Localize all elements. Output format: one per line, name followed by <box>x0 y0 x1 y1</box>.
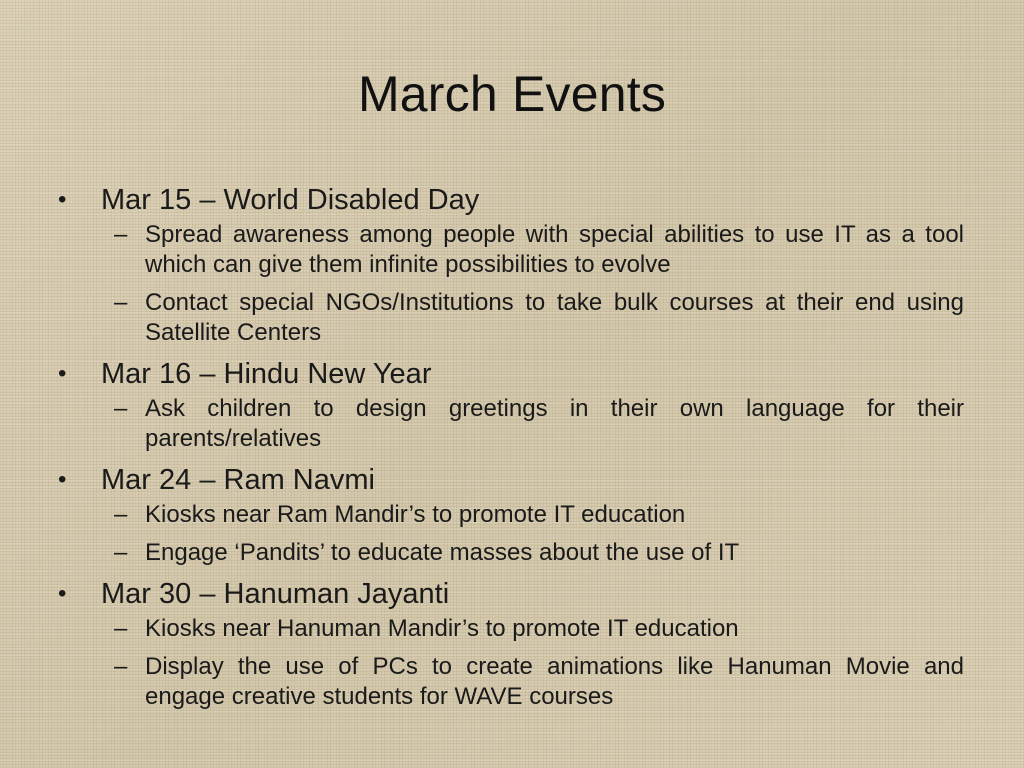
event-point <box>58 652 964 712</box>
event-point-text: Display the use of PCs to create animations like Hanuman Movie and engage creative students for WAVE courses <box>145 653 964 710</box>
dash-icon: – <box>114 501 128 528</box>
dash-icon: – <box>114 221 128 248</box>
event-heading <box>58 182 964 218</box>
event-heading-text: Mar 16 – Hindu New Year <box>101 358 432 390</box>
event-point <box>58 394 964 454</box>
event-point-text: Ask children to design greetings in their own language for their parents/relatives <box>145 395 964 452</box>
dash-icon: – <box>114 395 128 422</box>
event-heading <box>58 462 964 498</box>
dash-icon: – <box>114 539 128 566</box>
dash-icon: – <box>114 615 128 642</box>
event-heading <box>58 356 964 392</box>
bullet-icon: • <box>58 466 67 493</box>
event-point-text: Kiosks near Hanuman Mandir’s to promote IT education <box>145 615 739 642</box>
event-point-text: Kiosks near Ram Mandir’s to promote IT education <box>145 501 686 528</box>
event-heading <box>58 576 964 612</box>
event-point <box>58 500 964 530</box>
event-point <box>58 288 964 348</box>
bullet-icon: • <box>58 580 67 607</box>
event-point <box>58 220 964 280</box>
slide-title: March Events <box>357 66 667 122</box>
event-point <box>58 614 964 644</box>
dash-icon: – <box>114 653 128 680</box>
event-heading-text: Mar 24 – Ram Navmi <box>101 464 375 496</box>
bullet-icon: • <box>58 186 67 213</box>
dash-icon: – <box>114 289 128 316</box>
event-heading-text: Mar 15 – World Disabled Day <box>101 184 480 216</box>
event-point <box>58 538 964 568</box>
bullet-icon: • <box>58 360 67 387</box>
event-point-text: Spread awareness among people with special abilities to use IT as a tool which can give them infinite possibilities to evolve <box>145 221 964 278</box>
event-point-text: Contact special NGOs/Institutions to take bulk courses at their end using Satellite Centers <box>145 289 964 346</box>
event-heading-text: Mar 30 – Hanuman Jayanti <box>101 578 450 610</box>
event-list <box>58 180 964 720</box>
event-point-text: Engage ‘Pandits’ to educate masses about the use of IT <box>145 539 740 566</box>
